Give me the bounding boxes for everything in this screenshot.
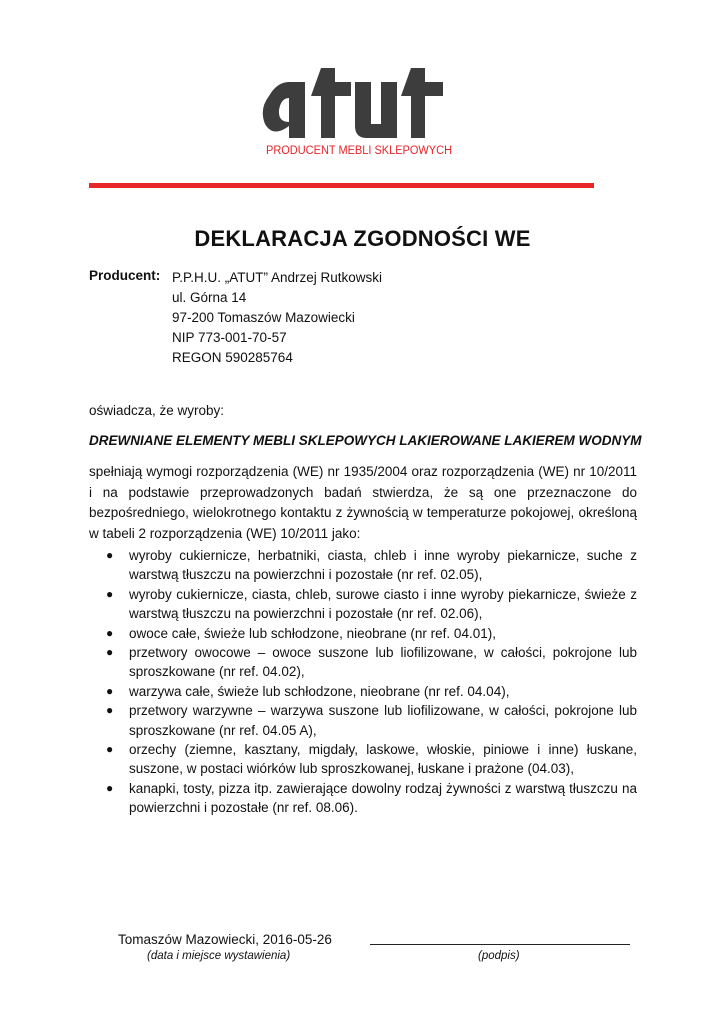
- logo-tagline: PRODUCENT MEBLI SKLEPOWYCH: [266, 145, 452, 157]
- place-date-caption: (data i miejsce wystawienia): [147, 950, 291, 962]
- producer-city: 97-200 Tomaszów Mazowiecki: [172, 310, 355, 325]
- logo-letter-t-2: [401, 68, 443, 138]
- document-title: DEKLARACJA ZGODNOŚCI WE: [194, 226, 531, 251]
- list-item: ● owoce całe, świeże lub schłodzone, nieobrane (nr ref. 04.01),: [89, 624, 637, 643]
- list-item: ● orzechy (ziemne, kasztany, migdały, laskowe, włoskie, piniowe i inne) łuskane, suszone, w postaci wiórków lub sproszkowanej, łuskane i prażone (04.03),: [106, 742, 637, 777]
- producer-label: Producent:: [89, 268, 161, 283]
- producer-name: P.P.H.U. „ATUT” Andrzej Rutkowski: [172, 270, 383, 285]
- logo-letter-a: [263, 82, 305, 138]
- producer-nip: NIP 773-001-70-57: [172, 330, 287, 345]
- producer-street: ul. Górna 14: [172, 290, 247, 305]
- bullet-icon: ●: [106, 780, 114, 795]
- food-category-list: [89, 546, 637, 818]
- bullet-icon: ●: [106, 625, 114, 640]
- producer-regon: REGON 590285764: [172, 350, 293, 365]
- bullet-icon: ●: [106, 645, 114, 660]
- list-item: ● warzywa całe, świeże lub schłodzone, nieobrane (nr ref. 04.04),: [89, 682, 637, 701]
- logo-letter-t-1: [311, 68, 351, 138]
- signature-line: [370, 944, 630, 945]
- intro-text: oświadcza, że wyroby:: [89, 403, 225, 418]
- list-item: ● kanapki, tosty, pizza itp. zawierające dowolny rodzaj żywności z warstwą tłuszczu na powierzchni i pozostałe (nr ref. 08.06).: [106, 780, 637, 816]
- bullet-icon: ●: [106, 683, 114, 698]
- list-item: ● przetwory owocowe – owoce suszone lub liofilizowane, w całości, pokrojone lub sproszkowane (nr ref. 04.02),: [106, 645, 637, 680]
- product-name: DREWNIANE ELEMENTY MEBLI SKLEPOWYCH LAKIEROWANE LAKIEREM WODNYM: [89, 433, 642, 448]
- bullet-icon: ●: [106, 742, 114, 757]
- signature-caption: (podpis): [478, 950, 520, 962]
- bullet-icon: ●: [106, 703, 114, 718]
- place-and-date: Tomaszów Mazowiecki, 2016-05-26: [118, 932, 332, 947]
- list-item: ● wyroby cukiernicze, herbatniki, ciasta, chleb i inne wyroby piekarnicze, suche z warstwą tłuszczu na powierzchni i pozostałe (nr ref. 02.05),: [106, 548, 637, 583]
- producer-details: [172, 268, 382, 368]
- atut-logo: [259, 64, 459, 164]
- list-item: ● wyroby cukiernicze, ciasta, chleb, surowe ciasto i inne wyroby piekarnicze, świeże z warstwą tłuszczu na powierzchni i pozostałe (nr ref. 02.06),: [106, 586, 637, 622]
- bullet-icon: ●: [106, 586, 114, 601]
- bullet-icon: ●: [106, 548, 114, 562]
- logo-letter-u: [355, 82, 397, 138]
- compliance-paragraph: spełniają wymogi rozporządzenia (WE) nr 1935/2004 oraz rozporządzenia (WE) nr 10/2011 i na podstawie przeprowadzonych badań stwierdza, że są one przeznaczone do bezpośredniego, wielokrotnego kontaktu z żywnością w temperaturze pokojowej, określoną w tabeli 2 rozporządzenia (WE) 10/2011 jako:: [89, 464, 637, 541]
- list-item: ● przetwory warzywne – warzywa suszone lub liofilizowane, w całości, pokrojone lub sproszkowane (nr ref. 04.05 A),: [106, 703, 637, 738]
- red-divider: [89, 183, 594, 188]
